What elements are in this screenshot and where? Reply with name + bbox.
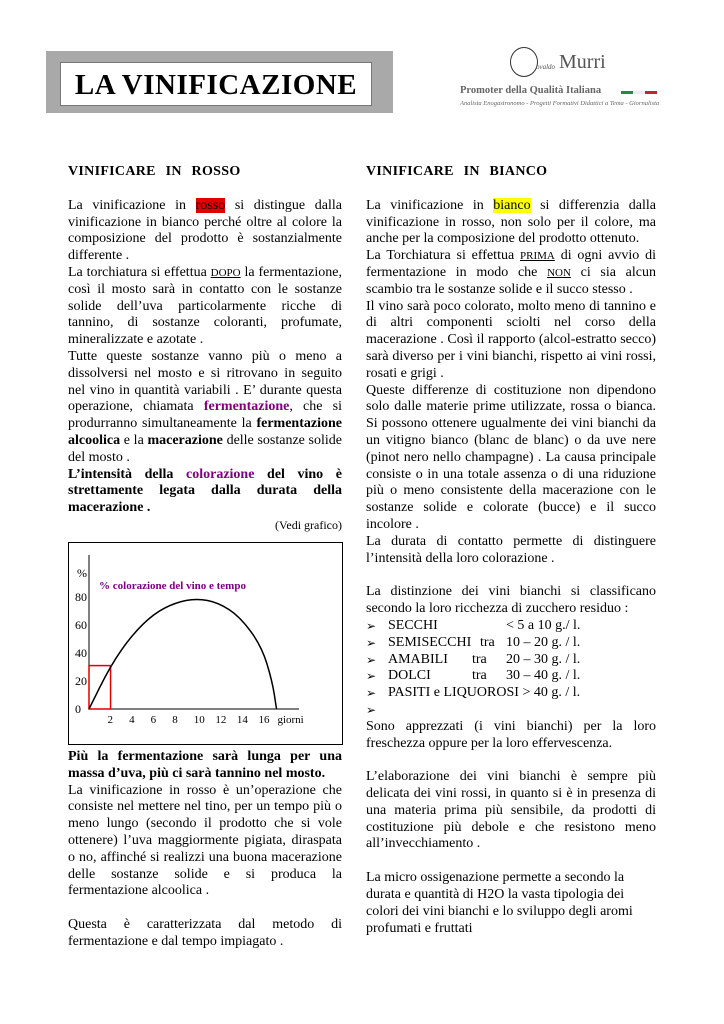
colorazione-term: colorazione [186, 466, 255, 482]
chart [68, 542, 343, 745]
left-paragraph-2: La torchiatura si effettua DOPO la fermentazione, così il mosto sarà in contatto con le sostanze solide dell’uva particolarmente ricche di tannino, di sostanze coloranti, profumate, mineralizzate e azotate . [68, 264, 343, 348]
logo-promoter: Promoter della Qualità Italiana [460, 85, 602, 96]
list-item: ➢ DOLCI tra 30 – 40 g. / l. [366, 668, 656, 685]
right-paragraph-5: La durata di contatto permette di distinguere l’intensità della loro colorazione . [366, 533, 656, 566]
dopo-underline: DOPO [210, 266, 241, 279]
right-paragraph-4: Queste differenze di costituzione non dipendono solo dalle materie prime utilizzate, rossa o bianca. Si possono ottenere ugualmente dei vini bianchi da un vitigno bianco (blanc de blanc) o da uve nere (pinot nero nello champagne) . La causa principale consiste o in una totale assenza o di una riduzione più o meno consistente della macerazione con le sostanze solide e colorate (bucce) e il succo incolore . [366, 382, 656, 532]
x-tick-label: 12 [215, 714, 227, 726]
y-tick-label: 0 [75, 702, 81, 716]
left-column-after-chart [68, 749, 342, 951]
flag-white-icon [633, 91, 645, 94]
vedi-grafico: (Vedi grafico) [275, 517, 342, 532]
y-tick-label: 40 [75, 646, 87, 660]
y-tick-label: 60 [75, 618, 87, 632]
title-box [60, 62, 372, 106]
list-item: ➢ SEMISECCHI tra 10 – 20 g. / l. [366, 635, 656, 652]
left-paragraph-3: Tutte queste sostanze vanno più o meno a dissolversi nel mosto e si ritrovano in seguito nel vino in quantità variabili . E’ durante questa operazione, chiamata fermentazione, che si produrranno simultaneamente la fermentazione alcoolica e la macerazione delle sostanze solide del mosto . [68, 348, 343, 465]
list-item: ➢ SECCHI < 5 a 10 g./ l. [366, 618, 656, 635]
y-tick-label: 20 [75, 674, 87, 688]
left-paragraph-7: Questa è caratterizzata dal metodo di fermentazione e dal tempo impiagato . [68, 917, 342, 949]
logo-small-text: ovaldo [536, 63, 556, 71]
right-heading: VINIFICARE IN BIANCO [366, 164, 548, 179]
x-tick-label: 8 [172, 714, 178, 726]
fermentazione-alcoolica-term: fermentazione alcoolica [68, 416, 342, 448]
right-paragraph-9: La micro ossigenazione permette a secondo la durata e quantità di H2O la vasta tipologia dei colori dei vini bianchi e lo sviluppo degli aromi profumati e fruttati [366, 870, 633, 936]
sugar-list [366, 618, 656, 719]
bianco-highlight: bianco [493, 197, 531, 213]
left-heading: VINIFICARE IN ROSSO [68, 164, 241, 179]
list-item [366, 702, 656, 719]
logo [456, 45, 658, 115]
right-column [366, 164, 656, 937]
x-tick-label: 14 [236, 714, 248, 726]
y-tick-label: 80 [75, 590, 87, 604]
left-column [68, 164, 342, 534]
left-paragraph-5: Più la fermentazione sarà lunga per una massa d’uva, più ci sarà tannino nel mosto. [68, 749, 342, 781]
logo-circle-icon [510, 47, 538, 77]
x-tick-label: 2 [107, 714, 114, 726]
right-paragraph-6: La distinzione dei vini bianchi si classificano secondo la loro ricchezza di zucchero residuo : [366, 584, 656, 617]
x-tick-label: 6 [150, 714, 157, 726]
left-paragraph-4: L’intensità della colorazione del vino è strettamente legata dalla durata della macerazione . [68, 466, 342, 516]
chart-svg [69, 543, 342, 744]
flag-green-icon [621, 91, 633, 94]
x-tick-label: 16 [258, 714, 270, 726]
x-axis-label: giorni [277, 714, 304, 726]
rosso-highlight: rosso [195, 197, 226, 213]
right-paragraph-8: L’elaborazione dei vini bianchi è sempre più delicata dei vini rossi, in quanto si è in presenza di una materia prima più sensibile, da prodotti di costituzione più debole e che resistono meno all’invecchiamento . [366, 769, 656, 852]
flag-red-icon [645, 91, 657, 94]
list-item: ➢ PASITI e LIQUOROSI > 40 g. / l. [366, 685, 656, 702]
fermentazione-term: fermentazione [203, 399, 290, 415]
left-paragraph-6: La vinificazione in rosso è un’operazione che consiste nel mettere nel tino, per un tempo più o meno lungo (secondo il prodotto che si vole ottenere) l’uva maggiormente pigiata, diraspata o no, affinché si realizzi una buona macerazione delle sostanze solide e si produca la fermentazione alcoolica . [68, 782, 342, 899]
right-paragraph-2: La Torchiatura si effettua PRIMA di ogni avvio di fermentazione in modo che NON ci sia alcun scambio tra le sostanze solide e il succo stesso . [366, 248, 656, 297]
right-paragraph-7: Sono apprezzati (i vini bianchi) per la loro freschezza oppure per la loro effervescenza. [366, 718, 656, 751]
list-item: ➢ AMABILI tra 20 – 30 g. / l. [366, 652, 656, 669]
logo-brand: Murri [559, 51, 606, 73]
series-line [89, 599, 277, 709]
y-axis-label: % [77, 566, 87, 580]
x-tick-label: 4 [129, 714, 135, 726]
right-paragraph-1: La vinificazione in bianco si differenzia dalla vinificazione in rosso, non solo per il colore, ma anche per la composizione del prodotto ottenuto. [366, 197, 656, 247]
logo-tagline: Analista Enogastronomo - Progetti Formativi Didattici a Tema - Giornalista [460, 100, 660, 107]
prima-underline: PRIMA [520, 250, 555, 263]
x-tick-label: 10 [193, 714, 205, 726]
chart-title: % colorazione del vino e tempo [99, 580, 246, 592]
left-paragraph-1: La vinificazione in rosso si distingue dalla vinificazione in bianco perché oltre al colore la composizione del prodotto è sostanzialmente differente . [68, 197, 342, 264]
page-title: LA VINIFICAZIONE [74, 69, 358, 101]
non-underline: NON [547, 266, 571, 279]
right-paragraph-3: Il vino sarà poco colorato, molto meno di tannino e di altri componenti sciolti nel corso della macerazione . Così il rapporto (alcol-estratto secco) sarà diverso per i vini bianchi, rispetto ai vini rossi, rosati e grigi . [366, 298, 656, 381]
macerazione-term: macerazione [147, 432, 223, 448]
